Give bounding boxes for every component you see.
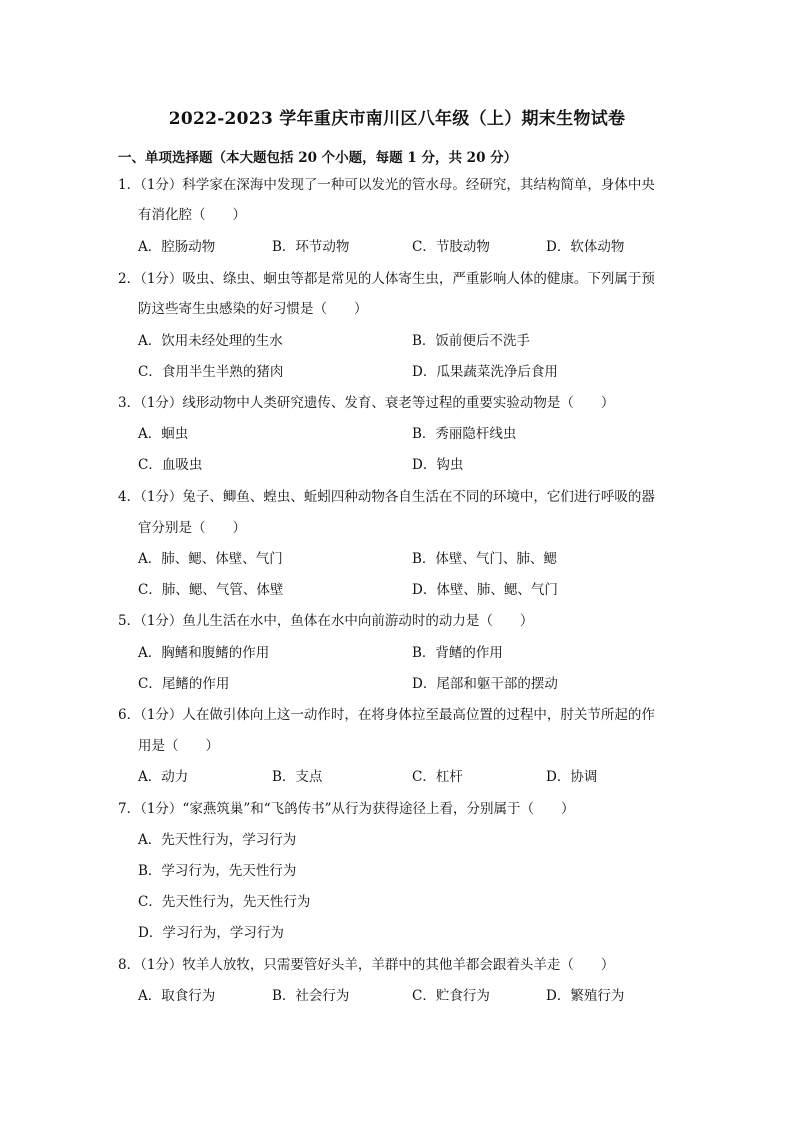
option-d: D．繁殖行为 (546, 988, 625, 1004)
option-c: C．杠杆 (412, 769, 463, 785)
option-b: B．学习行为，先天性行为 (138, 863, 297, 879)
question-stem-line: 8．（1分）牧羊人放牧，只需要管好头羊，羊群中的其他羊都会跟着头羊走（ ） (118, 957, 615, 973)
option-a: A．取食行为 (138, 988, 216, 1004)
option-b: B．环节动物 (272, 239, 350, 255)
question-stem-line: 1．（1分）科学家在深海中发现了一种可以发光的管水母。经研究，其结构简单，身体中央 (118, 177, 655, 193)
option-d: D．学习行为，学习行为 (138, 925, 284, 941)
option-d: D．瓜果蔬菜洗净后食用 (412, 364, 558, 380)
option-a: A．动力 (138, 769, 189, 785)
option-a: A．蛔虫 (138, 426, 189, 442)
question-stem-line: 6．（1分）人在做引体向上这一动作时，在将身体拉至最高位置的过程中，肘关节所起的作 (118, 707, 655, 723)
option-d: D．体壁、肺、鳃、气门 (412, 582, 558, 598)
option-c: C．贮食行为 (412, 988, 490, 1004)
option-b: B．体壁、气门、肺、鳃 (412, 551, 557, 567)
option-a: A．胸鳍和腹鳍的作用 (138, 645, 270, 661)
option-b: B．背鳍的作用 (412, 645, 503, 661)
option-c: C．肺、鳃、气管、体壁 (138, 582, 284, 598)
option-d: D．软体动物 (546, 239, 625, 255)
question-stem-line: 有消化腔（ ） (138, 207, 246, 223)
option-b: B．秀丽隐杆线虫 (412, 426, 517, 442)
question-stem-line: 7．（1分）“家燕筑巢”和“飞鸽传书”从行为获得途径上看，分别属于（ ） (118, 801, 575, 817)
question-stem-line: 官分别是（ ） (138, 520, 246, 536)
question-stem-line: 3．（1分）线形动物中人类研究遗传、发育、衰老等过程的重要实验动物是（ ） (118, 395, 615, 411)
page-title: 2022-2023 学年重庆市南川区八年级（上）期末生物试卷 (168, 109, 626, 129)
option-c: C．节肢动物 (412, 239, 490, 255)
option-a: A．先天性行为，学习行为 (138, 832, 297, 848)
question-stem-line: 4．（1分）兔子、鲫鱼、蝗虫、蚯蚓四种动物各自生活在不同的环境中，它们进行呼吸的器 (118, 489, 655, 505)
question-stem-line: 用是（ ） (138, 738, 219, 754)
option-a: A．腔肠动物 (138, 239, 216, 255)
question-stem-line: 防这些寄生虫感染的好习惯是（ ） (138, 301, 368, 317)
option-b: B．社会行为 (272, 988, 350, 1004)
question-stem-line: 2．（1分）吸虫、绦虫、蛔虫等都是常见的人体寄生虫，严重影响人体的健康。下列属于预 (118, 271, 655, 287)
option-d: D．钩虫 (412, 457, 464, 473)
option-c: C．血吸虫 (138, 457, 203, 473)
option-d: D．协调 (546, 769, 598, 785)
option-b: B．饭前便后不洗手 (412, 333, 530, 349)
option-b: B．支点 (272, 769, 323, 785)
option-c: C．尾鳍的作用 (138, 676, 230, 692)
option-c: C．食用半生半熟的猪肉 (138, 364, 284, 380)
section-heading: 一、单项选择题（本大题包括 20 个小题，每题 1 分，共 20 分） (118, 150, 518, 166)
option-d: D．尾部和躯干部的摆动 (412, 676, 558, 692)
option-c: C．先天性行为，先天性行为 (138, 894, 311, 910)
question-stem-line: 5．（1分）鱼儿生活在水中，鱼体在水中向前游动时的动力是（ ） (118, 613, 534, 629)
option-a: A．肺、鳃、体壁、气门 (138, 551, 283, 567)
option-a: A．饮用未经处理的生水 (138, 333, 283, 349)
